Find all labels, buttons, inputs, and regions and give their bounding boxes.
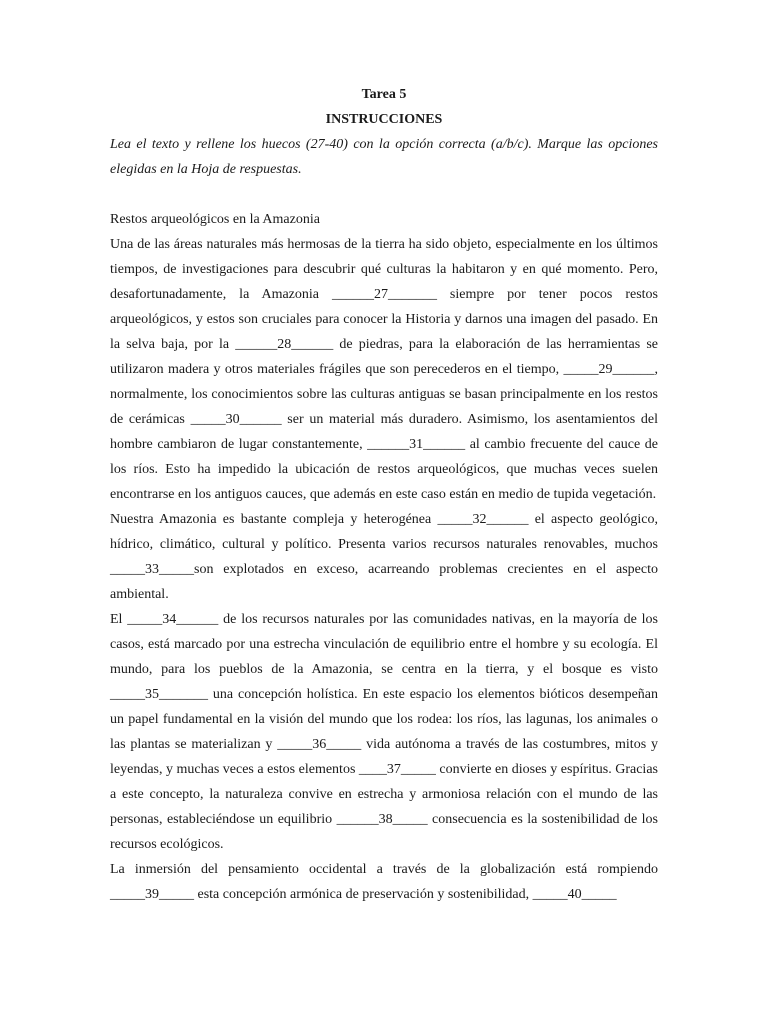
paragraph-3: El _____34______ de los recursos naturales por las comunidades nativas, en la mayoría de los casos, está marcado por una estrecha vinculación de equilibrio entre el hombre y su ecología. El mundo, para los pueblos de la Amazonia, se centra en la tierra, y el bosque es visto _____35_______ una concepción holística. En este espacio los elementos bióticos desempeñan un papel fundamental en la visión del mundo que los rodea: los ríos, las lagunas, los animales o las plantas se materializan y _____36_____ vida autónoma a través de las costumbres, mitos y leyendas, y muchas veces a estos elementos ____37_____ convierte en dioses y espíritus. Gracias a este concepto, la naturaleza convive en estrecha y armoniosa relación con el mundo de las personas, estableciéndose un equilibrio ______38_____ consecuencia es la sostenibilidad de los recursos ecológicos.	[110, 612, 658, 852]
paragraph-4: La inmersión del pensamiento occidental a través de la globalización está rompiendo _____39_____ esta concepción armónica de preservación y sostenibilidad, _____40_____	[110, 862, 658, 902]
blank-line	[110, 182, 658, 207]
text-title: Restos arqueológicos en la Amazonia	[110, 212, 320, 227]
instructions-heading: INSTRUCCIONES	[325, 112, 443, 127]
paragraph-2: Nuestra Amazonia es bastante compleja y heterogénea _____32______ el aspecto geológico, hídrico, climático, cultural y político. Presenta varios recursos naturales renovables, muchos _____33_____son explotados en exceso, acarreando problemas crecientes en el aspecto ambiental.	[110, 512, 658, 602]
document-page	[110, 82, 658, 907]
paragraph-1: Una de las áreas naturales más hermosas de la tierra ha sido objeto, especialmente en los últimos tiempos, de investigaciones para descubrir qué culturas la habitaron y en qué momento. Pero, desafortunadamente, la Amazonia ______27_______ siempre por tener pocos restos arqueológicos, y estos son cruciales para conocer la Historia y darnos una imagen del pasado. En la selva baja, por la ______28______ de piedras, para la elaboración de las herramientas se utilizaron madera y otros materiales frágiles que son perecederos en el tiempo, _____29______, normalmente, los conocimientos sobre las culturas antiguas se basan principalmente en los restos de cerámicas _____30______ ser un material más duradero. Asimismo, los asentamientos del hombre cambiaron de lugar constantemente, ______31______ al cambio frecuente del cauce de los ríos. Esto ha impedido la ubicación de restos arqueológicos, que muchas veces suelen encontrarse en los antiguos cauces, que además en este caso están en medio de tupida vegetación.	[110, 237, 658, 502]
instructions-text: Lea el texto y rellene los huecos (27-40) con la opción correcta (a/b/c). Marque las opciones elegidas en la Hoja de respuestas.	[110, 137, 658, 177]
task-title: Tarea 5	[361, 87, 407, 102]
